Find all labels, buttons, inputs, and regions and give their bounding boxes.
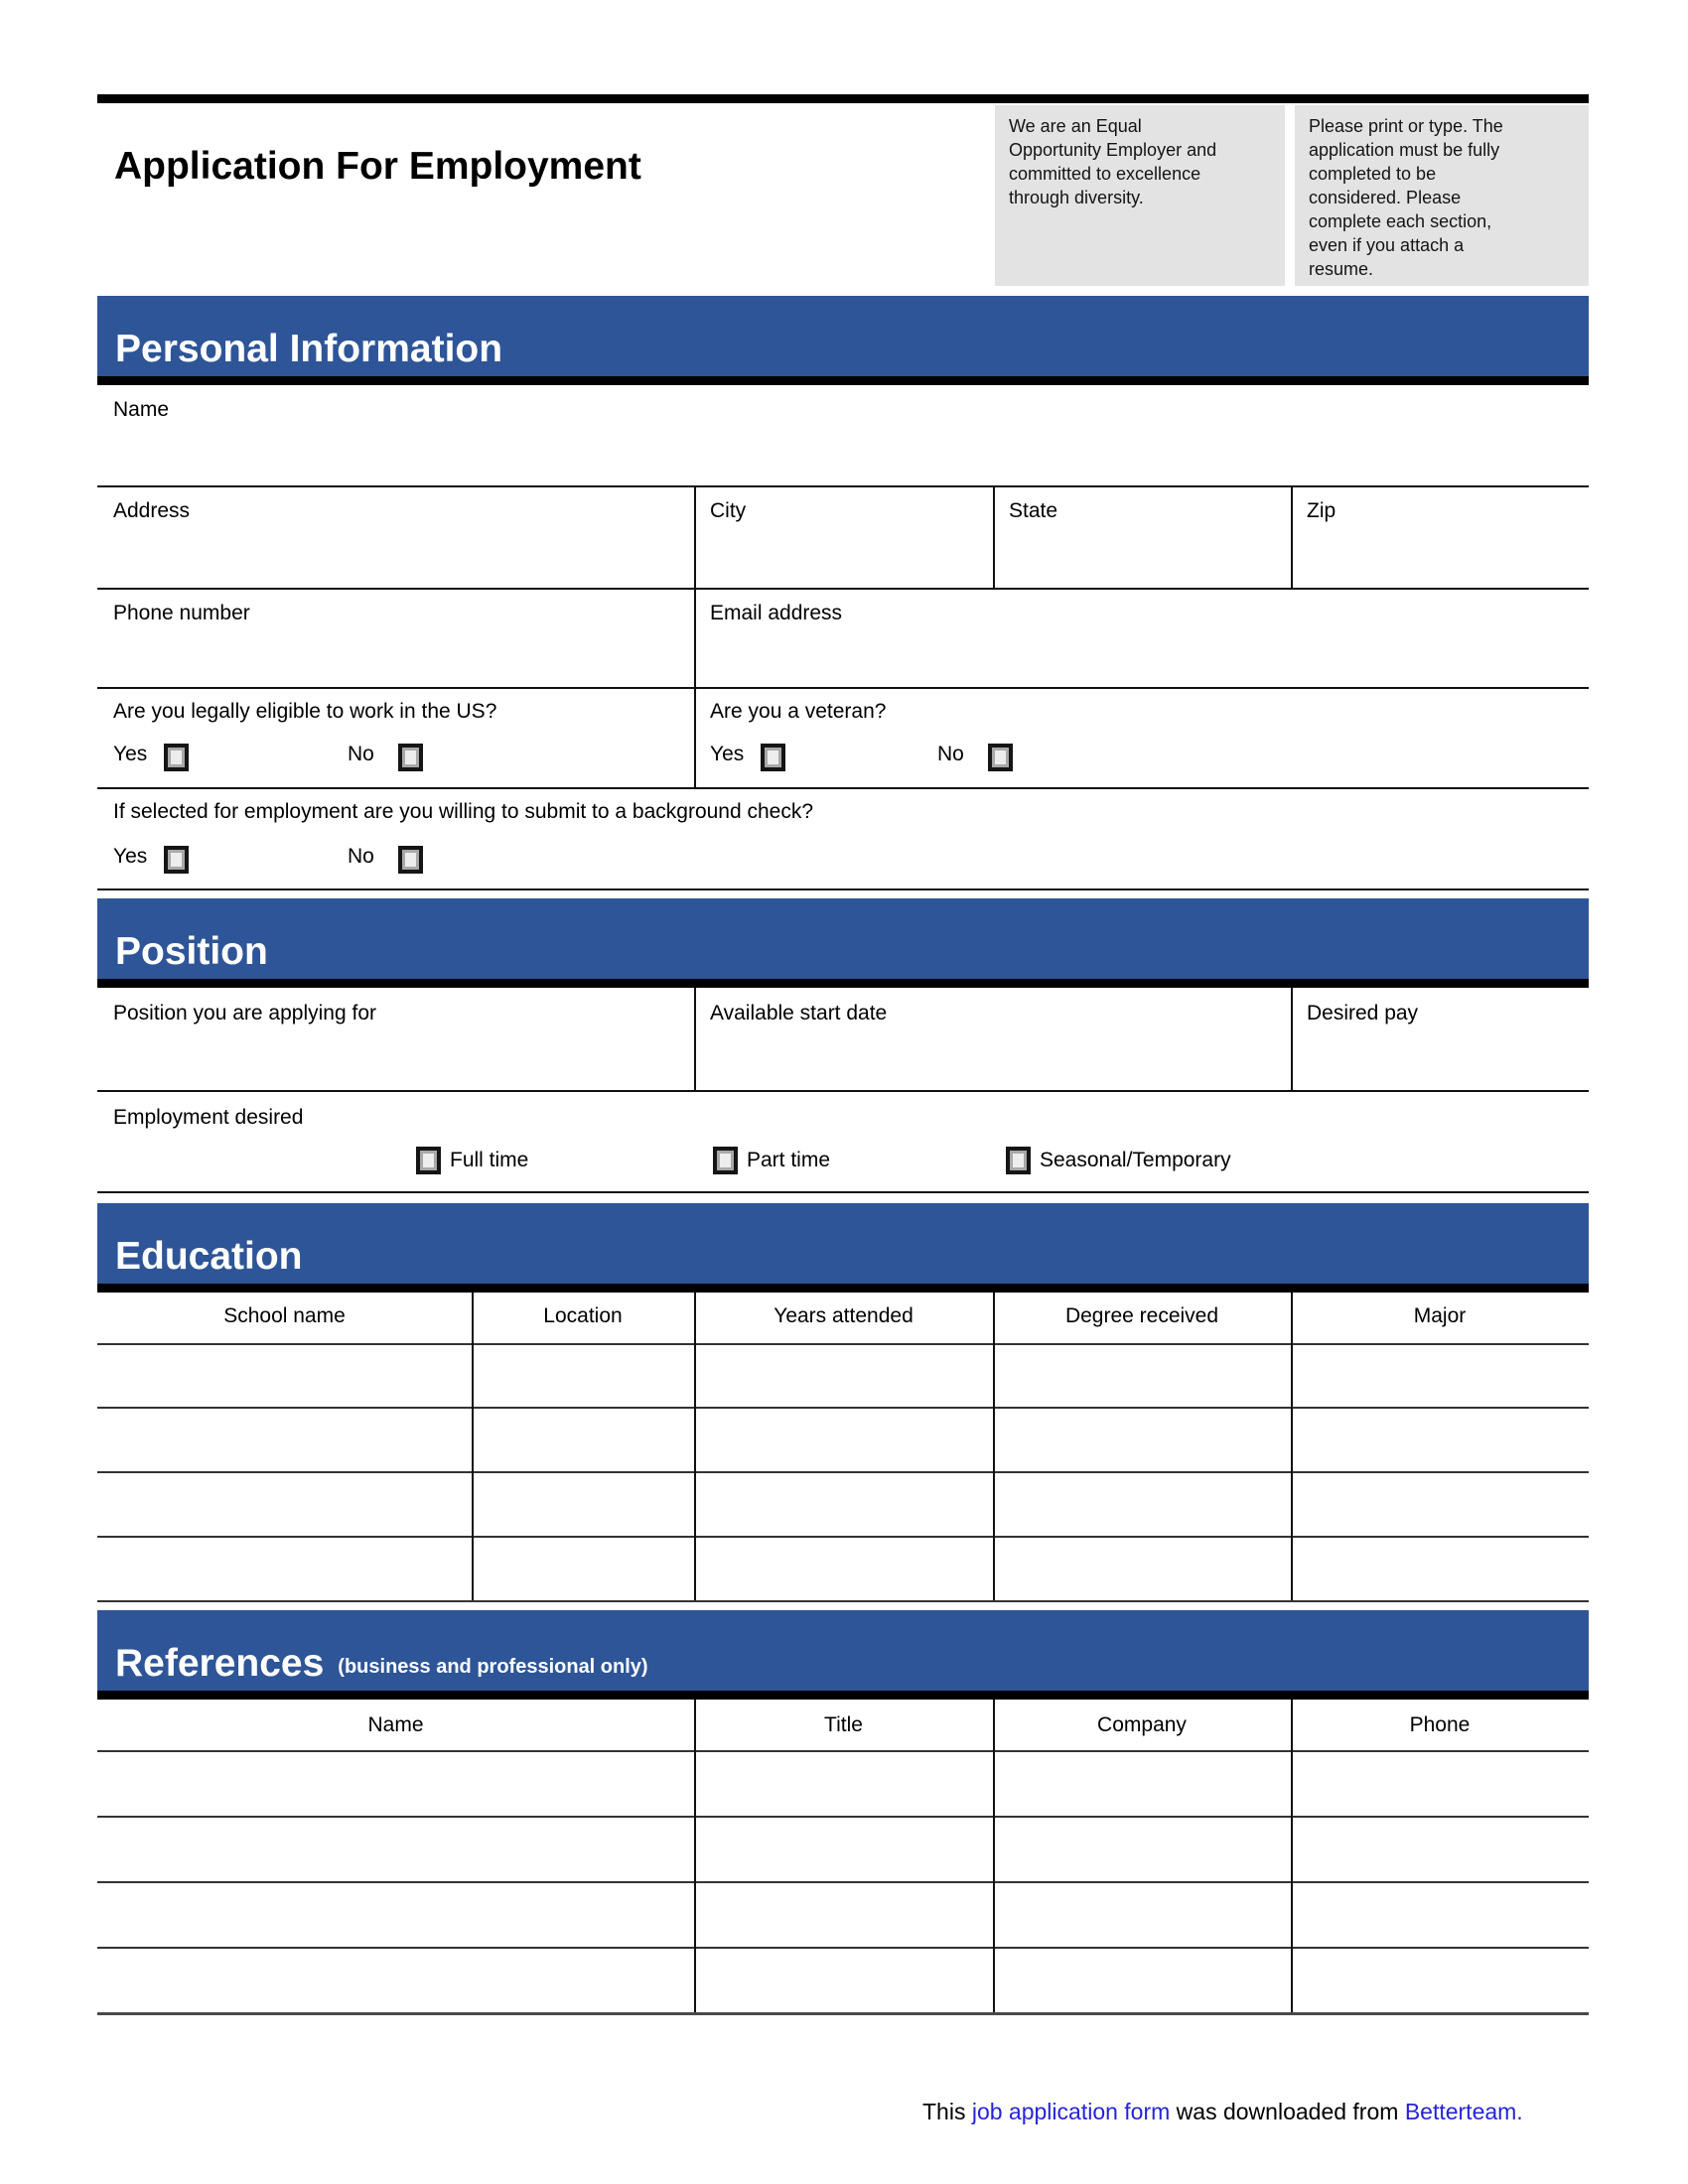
section-title: Education (115, 1235, 303, 1278)
start-date-label: Available start date (710, 1002, 888, 1024)
education-cell-r3-major[interactable] (1291, 1471, 1589, 1536)
phone-field-area[interactable] (97, 588, 694, 687)
reference-cell-r2-phone[interactable] (1291, 1816, 1589, 1881)
education-cell-r1-major[interactable] (1291, 1343, 1589, 1407)
section-title: Personal Information (115, 328, 503, 370)
education-cell-r2-location[interactable] (472, 1407, 694, 1471)
start-date-field-area[interactable] (694, 988, 1291, 1090)
veteran-question: Are you a veteran? (710, 700, 887, 723)
education-cell-r1-degree[interactable] (993, 1343, 1291, 1407)
reference-cell-r1-phone[interactable] (1291, 1750, 1589, 1816)
reference-cell-r3-name[interactable] (97, 1881, 694, 1947)
reference-cell-r4-name[interactable] (97, 1947, 694, 2012)
zip-label: Zip (1307, 499, 1336, 522)
references-column-header-name: Name (367, 1713, 424, 1736)
position-applying-field-area[interactable] (97, 988, 694, 1090)
section-header-education (97, 1203, 1589, 1293)
reference-cell-r3-title[interactable] (694, 1881, 993, 1947)
reference-cell-r3-company[interactable] (993, 1881, 1291, 1947)
eligible-question: Are you legally eligible to work in the US? (113, 700, 497, 723)
state-label: State (1009, 499, 1058, 522)
footer-text: This (922, 2099, 972, 2124)
education-cell-r3-location[interactable] (472, 1471, 694, 1536)
education-column-header-school-name: School name (223, 1304, 346, 1327)
no-label: No (348, 845, 374, 868)
education-column-header-years-attended: Years attended (774, 1304, 914, 1327)
education-cell-r4-years[interactable] (694, 1536, 993, 1600)
yes-label: Yes (710, 743, 745, 765)
full-time-checkbox[interactable] (416, 1147, 441, 1174)
section-subtitle: (business and professional only) (338, 1656, 648, 1678)
reference-cell-r4-phone[interactable] (1291, 1947, 1589, 2012)
education-cell-r1-years[interactable] (694, 1343, 993, 1407)
veteran-yes-checkbox[interactable] (761, 744, 785, 771)
section-header-position (97, 898, 1589, 988)
city-label: City (710, 499, 747, 522)
no-label: No (348, 743, 374, 765)
part-time-label: Part time (747, 1149, 831, 1171)
equal-opportunity-note: We are an Equal Opportunity Employer and committed to excellence through diversity. (995, 105, 1285, 286)
seasonal-temporary-label: Seasonal/Temporary (1040, 1149, 1231, 1171)
phone-label: Phone number (113, 602, 250, 624)
education-column-header-location: Location (543, 1304, 623, 1327)
zip-field-area[interactable] (1291, 485, 1589, 588)
education-column-header-degree-received: Degree received (1064, 1304, 1219, 1327)
row-divider (97, 787, 1589, 789)
reference-cell-r4-company[interactable] (993, 1947, 1291, 2012)
no-label: No (937, 743, 964, 765)
education-cell-r2-years[interactable] (694, 1407, 993, 1471)
education-cell-r3-school[interactable] (97, 1471, 472, 1536)
address-label: Address (113, 499, 191, 522)
education-cell-r2-degree[interactable] (993, 1407, 1291, 1471)
reference-cell-r2-company[interactable] (993, 1816, 1291, 1881)
yes-label: Yes (113, 845, 148, 868)
page-title: Application For Employment (114, 145, 641, 188)
eligible-yes-checkbox[interactable] (164, 744, 189, 771)
part-time-checkbox[interactable] (713, 1147, 738, 1174)
reference-cell-r2-title[interactable] (694, 1816, 993, 1881)
table-bottom-divider (97, 1600, 1589, 1602)
employment-desired-label: Employment desired (113, 1106, 304, 1129)
section-title: Position (115, 930, 268, 973)
full-time-label: Full time (450, 1149, 529, 1171)
education-cell-r2-school[interactable] (97, 1407, 472, 1471)
section-bottom-divider (97, 1191, 1589, 1193)
row-divider (97, 687, 1589, 689)
name-field-area[interactable] (97, 385, 1589, 485)
background-check-no-checkbox[interactable] (398, 846, 423, 874)
reference-cell-r3-phone[interactable] (1291, 1881, 1589, 1947)
footer-text: was downloaded from (1170, 2099, 1405, 2124)
state-field-area[interactable] (993, 485, 1291, 588)
row-divider (97, 1090, 1589, 1092)
email-label: Email address (710, 602, 843, 624)
background-check-question: If selected for employment are you willing to submit to a background check? (113, 800, 814, 823)
section-header-personal-information (97, 296, 1589, 385)
education-cell-r4-location[interactable] (472, 1536, 694, 1600)
section-title: References (115, 1642, 325, 1685)
seasonal-temporary-checkbox[interactable] (1006, 1147, 1031, 1174)
betterteam-link[interactable]: Betterteam. (1404, 2099, 1523, 2124)
education-cell-r4-major[interactable] (1291, 1536, 1589, 1600)
name-label: Name (113, 398, 170, 421)
footer-credit (922, 2099, 1523, 2125)
references-column-header-title: Title (824, 1713, 863, 1736)
reference-cell-r1-company[interactable] (993, 1750, 1291, 1816)
address-field-area[interactable] (97, 485, 694, 588)
instructions-note: Please print or type. The application must be fully completed to be considered. Please complete each section, even if you attach a resume. (1295, 105, 1589, 286)
eligible-no-checkbox[interactable] (398, 744, 423, 771)
veteran-no-checkbox[interactable] (988, 744, 1013, 771)
education-column-header-major: Major (1413, 1304, 1467, 1327)
reference-cell-r4-title[interactable] (694, 1947, 993, 2012)
education-cell-r2-major[interactable] (1291, 1407, 1589, 1471)
top-divider-bar (97, 94, 1589, 103)
references-column-header-company: Company (1097, 1713, 1187, 1736)
references-column-header-phone: Phone (1409, 1713, 1471, 1736)
section-header-references (97, 1610, 1589, 1700)
education-cell-r4-degree[interactable] (993, 1536, 1291, 1600)
reference-cell-r1-title[interactable] (694, 1750, 993, 1816)
education-cell-r1-school[interactable] (97, 1343, 472, 1407)
yes-label: Yes (113, 743, 148, 765)
background-check-yes-checkbox[interactable] (164, 846, 189, 874)
education-cell-r4-school[interactable] (97, 1536, 472, 1600)
city-field-area[interactable] (694, 485, 993, 588)
education-cell-r3-years[interactable] (694, 1471, 993, 1536)
desired-pay-field-area[interactable] (1291, 988, 1589, 1090)
email-field-area[interactable] (694, 588, 1589, 687)
reference-cell-r1-name[interactable] (97, 1750, 694, 1816)
column-divider (694, 687, 696, 787)
reference-cell-r2-name[interactable] (97, 1816, 694, 1881)
job-application-form-link[interactable]: job application form (971, 2099, 1171, 2124)
section-bottom-divider (97, 888, 1589, 890)
position-applying-label: Position you are applying for (113, 1002, 376, 1024)
table-bottom-divider (97, 2012, 1589, 2015)
education-cell-r3-degree[interactable] (993, 1471, 1291, 1536)
education-cell-r1-location[interactable] (472, 1343, 694, 1407)
desired-pay-label: Desired pay (1307, 1002, 1419, 1024)
